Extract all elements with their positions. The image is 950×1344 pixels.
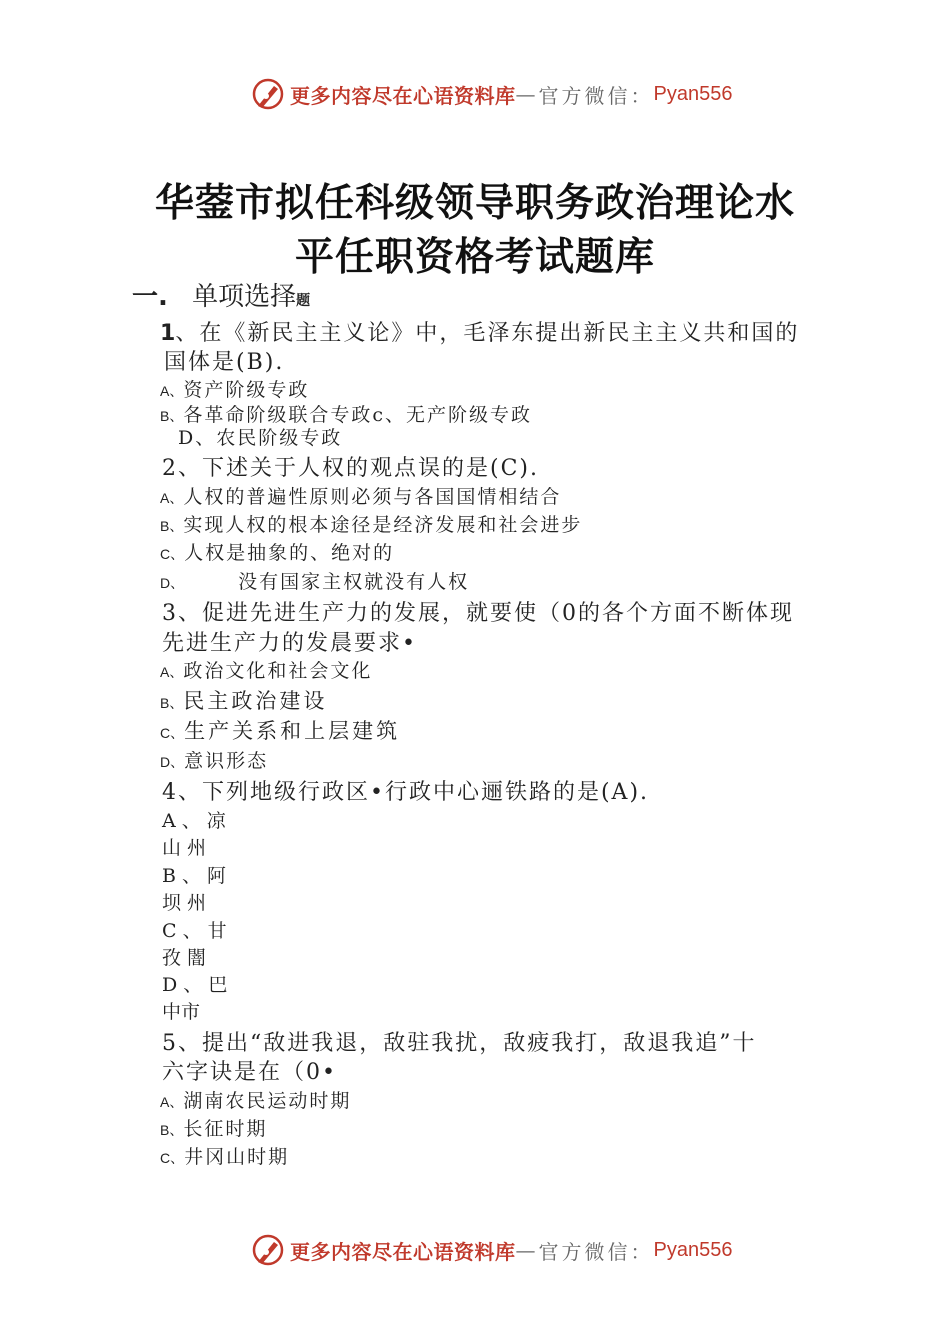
question-1-line-1 xyxy=(160,316,799,347)
option-key: B、 xyxy=(160,695,184,711)
option-text: 湖南农民运动时期 xyxy=(183,1090,352,1112)
question-2-option-a xyxy=(160,482,561,509)
option-key: A、 xyxy=(160,664,184,680)
banner-dash: — xyxy=(515,82,539,106)
option-key: B、 xyxy=(160,408,184,424)
pen-logo-icon xyxy=(250,76,286,112)
question-1-line-2: 国体是(B). xyxy=(164,350,285,375)
question-5-option-b xyxy=(160,1114,267,1141)
question-4-fragment: 孜 闇 xyxy=(162,947,207,969)
option-key: A、 xyxy=(160,383,184,399)
section-label: 单项选择 xyxy=(192,282,297,312)
question-2-option-d xyxy=(160,567,469,594)
question-3-line-1: 3、促进先进生产力的发展，就要使（0的各个方面不断体现 xyxy=(162,601,794,626)
question-5-line-1: 5、提出“敌进我退，敌驻我扰，敌疲我打，敌退我追”十 xyxy=(162,1031,757,1056)
question-3-option-a xyxy=(160,656,372,683)
page-title-line-2: 平任职资格考试题库 xyxy=(294,235,655,280)
option-text: 资产阶级专政 xyxy=(183,379,310,401)
option-text: 没有国家主权就没有人权 xyxy=(238,571,470,593)
question-3-option-b xyxy=(160,685,327,715)
pen-logo-icon xyxy=(250,1232,286,1268)
section-suffix: 题 xyxy=(296,293,311,309)
option-key: D、 xyxy=(160,754,185,770)
question-3-line-2: 先进生产力的发晨要求• xyxy=(162,631,417,656)
question-4-fragment: 中市 xyxy=(162,1001,201,1023)
banner-dash: — xyxy=(515,1238,539,1262)
question-3-option-d xyxy=(160,746,268,773)
question-4-line-1: 4、下列地级行政区•行政中心逦铁路的是(A). xyxy=(162,780,650,805)
option-text: 人权的普遍性原则必须与各国国情相结合 xyxy=(183,486,562,508)
banner-wechat-id: Pyan556 xyxy=(653,82,733,105)
question-5-line-2: 六字诀是在（0• xyxy=(162,1060,337,1085)
option-key: B、 xyxy=(160,1122,184,1138)
option-key: A、 xyxy=(160,1094,184,1110)
question-1-option-a xyxy=(160,375,309,402)
option-key: A、 xyxy=(160,490,184,506)
question-1-text: 、在《新民主主义论》中，毛泽东提出新民主主义共和国的 xyxy=(175,321,800,346)
option-text: 各革命阶级联合专政c、无产阶级专政 xyxy=(183,404,532,426)
question-1-option-d: D、农民阶级专政 xyxy=(178,427,343,449)
question-3-option-c xyxy=(160,715,400,745)
header-banner xyxy=(250,74,732,114)
option-key: C、 xyxy=(160,725,185,741)
question-5-option-c xyxy=(160,1142,289,1169)
question-4-fragment: 山 州 xyxy=(162,837,207,859)
option-text: 井冈山时期 xyxy=(184,1146,290,1168)
option-key: C、 xyxy=(160,1150,185,1166)
question-4-fragment: A 、 凉 xyxy=(162,810,226,832)
question-1-number: 1 xyxy=(160,321,176,346)
question-2-option-c xyxy=(160,538,394,565)
option-text: 生产关系和上层建筑 xyxy=(184,719,401,743)
option-text: 长征时期 xyxy=(183,1118,268,1140)
banner-wechat-id: Pyan556 xyxy=(653,1238,733,1261)
section-number: 一. xyxy=(132,282,168,312)
option-text: 意识形态 xyxy=(184,750,269,772)
question-4-fragment: 坝 州 xyxy=(162,892,207,914)
question-5-option-a xyxy=(160,1086,351,1113)
page-title-line-1: 华蓥市拟任科级领导职务政治理论水 xyxy=(154,181,795,226)
question-2-line-1: 2、下述关于人权的观点误的是(C). xyxy=(162,456,539,481)
footer-banner xyxy=(250,1230,732,1270)
banner-text: 更多内容尽在心语资料库 xyxy=(290,1239,516,1264)
banner-text: 更多内容尽在心语资料库 xyxy=(290,83,516,108)
section-heading xyxy=(132,276,310,313)
banner-wechat-label: 官方微信： xyxy=(538,1239,654,1264)
question-4-fragment: C 、 甘 xyxy=(162,920,227,942)
question-2-option-b xyxy=(160,510,582,537)
question-4-fragment: B 、 阿 xyxy=(162,865,227,887)
option-key: D、 xyxy=(160,575,185,591)
option-key: C、 xyxy=(160,546,185,562)
banner-wechat-label: 官方微信： xyxy=(538,83,654,108)
option-key: B、 xyxy=(160,518,184,534)
option-text: 实现人权的根本途径是经济发展和社会进步 xyxy=(183,514,583,536)
question-4-fragment: D 、 巴 xyxy=(162,974,228,996)
option-text: 政治文化和社会文化 xyxy=(183,660,373,682)
option-text: 民主政治建设 xyxy=(183,689,328,713)
option-text: 人权是抽象的、绝对的 xyxy=(184,542,395,564)
